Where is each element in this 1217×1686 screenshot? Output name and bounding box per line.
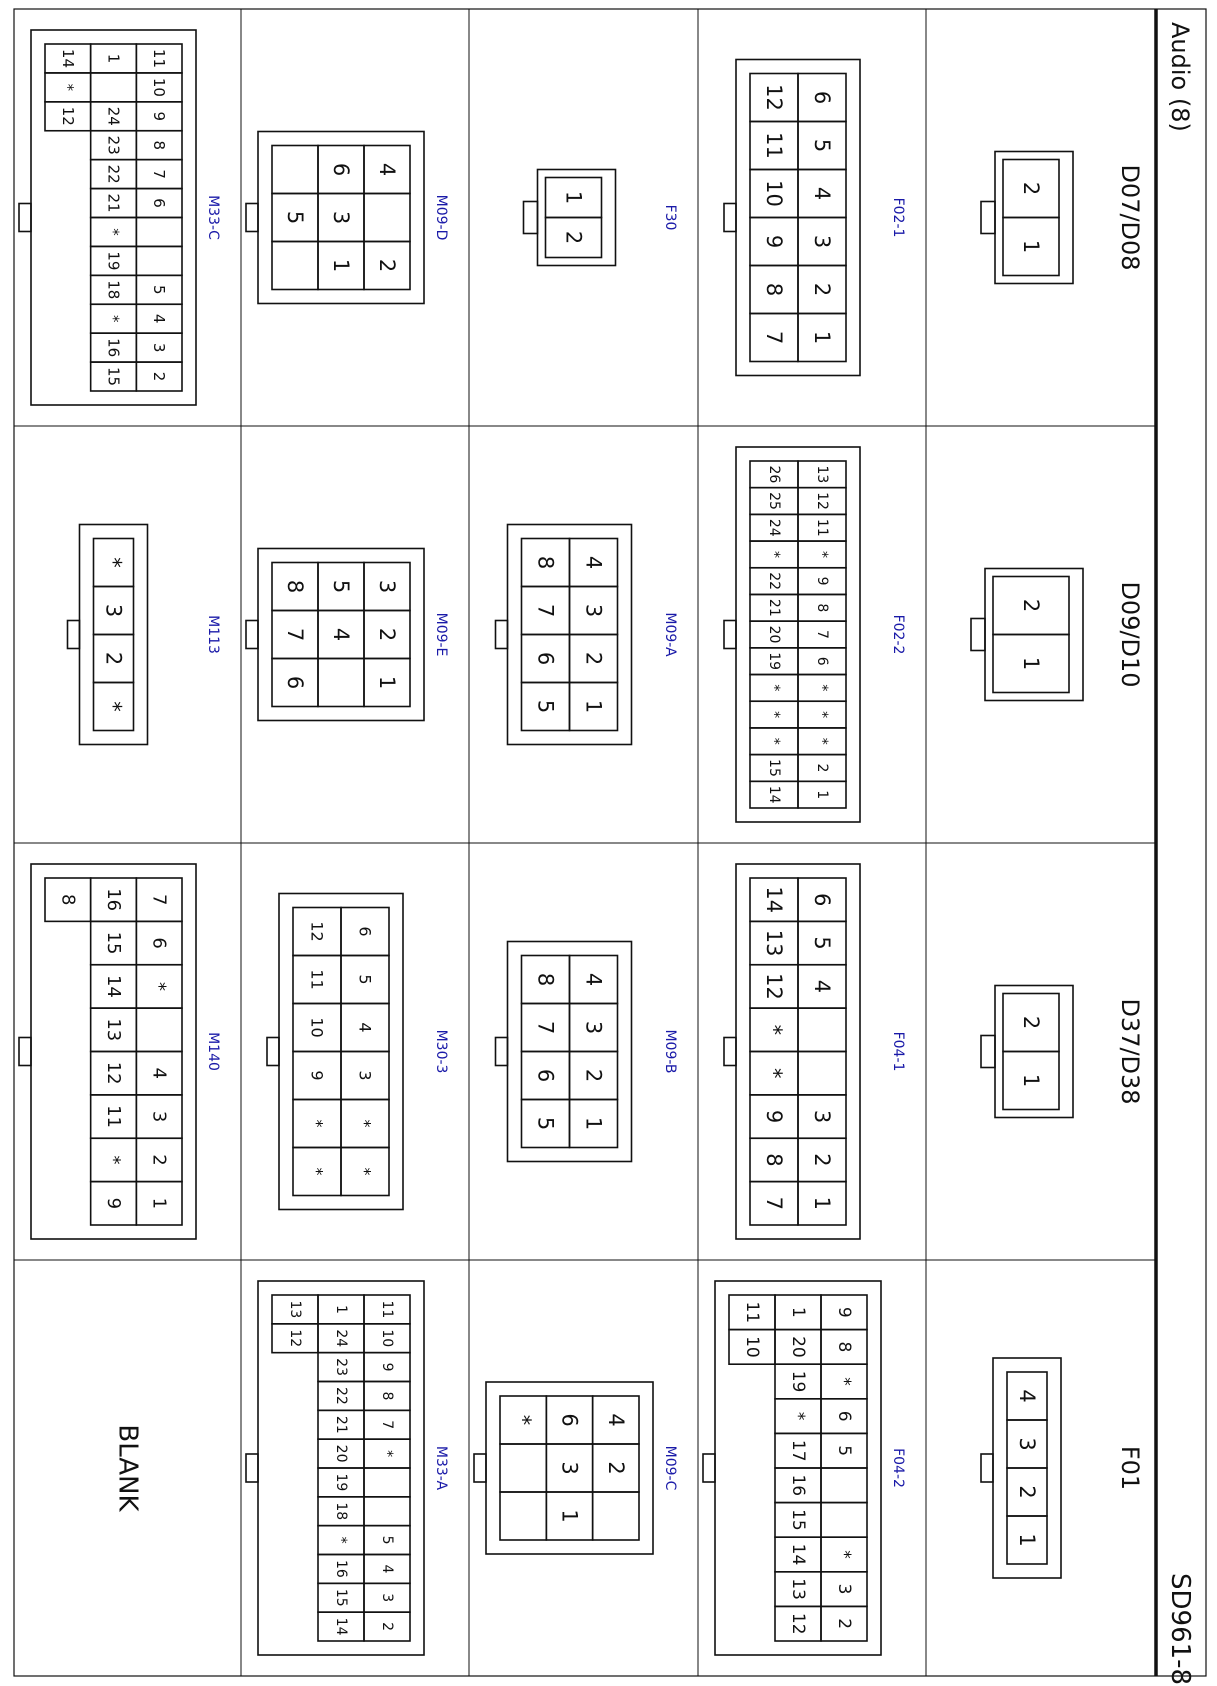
pin-number: 11: [150, 48, 169, 69]
pin-number: 15: [103, 931, 124, 955]
pin-number: 9: [762, 234, 786, 249]
connector-m30-3: [267, 894, 449, 1210]
pin-number: 4: [379, 1564, 395, 1574]
pin-number: 8: [834, 1341, 854, 1353]
pin-number: 21: [104, 193, 123, 213]
pin-number: 20: [788, 1336, 808, 1358]
pin-number: 11: [307, 969, 327, 990]
pin-number: 6: [810, 90, 834, 105]
pin-number: 12: [103, 1061, 124, 1085]
connector-f01: [981, 1358, 1144, 1578]
pin-number: 3: [355, 1070, 375, 1081]
pin-number: 23: [104, 135, 123, 155]
pin-number: *: [511, 1414, 536, 1426]
connector-latch: [474, 1454, 486, 1482]
pin-number: 6: [329, 162, 353, 177]
pin-number: 12: [307, 921, 327, 942]
pin-number: 2: [1015, 1485, 1039, 1499]
pin-number: 6: [557, 1413, 582, 1427]
connector-f30: [524, 170, 679, 266]
pin-number: 5: [810, 936, 834, 950]
pin-number: 12: [58, 106, 77, 126]
pin-number: 4: [1015, 1389, 1039, 1403]
pin-number: 1: [148, 1197, 170, 1210]
pin-number: 4: [603, 1413, 628, 1427]
pin-number: 2: [1019, 598, 1043, 613]
pin-number: 7: [762, 1196, 786, 1210]
pin-number: 1: [581, 1116, 606, 1131]
pin-number: 12: [814, 492, 830, 510]
pin-number: 8: [283, 579, 307, 594]
pin-number: 5: [379, 1535, 395, 1545]
pin-number: *: [766, 737, 782, 745]
pin-number: 6: [283, 675, 307, 690]
pin-number: *: [101, 701, 126, 712]
connector-m140: [19, 864, 221, 1239]
connector-latch: [246, 1454, 258, 1482]
pin-number: 3: [329, 210, 353, 225]
pin-number: 13: [788, 1578, 808, 1600]
pin-cavity: [272, 242, 318, 290]
pin-cavity: [364, 194, 410, 242]
connector-d37-d38: [981, 986, 1144, 1118]
connector-label: M09-E: [433, 612, 449, 657]
pin-number: 1: [810, 330, 834, 345]
connector-label: M09-D: [433, 194, 449, 241]
connector-label: F30: [662, 204, 678, 231]
pin-number: 4: [329, 627, 353, 642]
connector-label: M09-C: [662, 1445, 678, 1491]
pin-cavity: [318, 659, 364, 707]
pin-cavity: [364, 1468, 410, 1497]
pin-number: 13: [814, 465, 830, 484]
pin-number: 14: [788, 1543, 808, 1566]
pin-number: *: [814, 711, 830, 719]
pin-number: 15: [788, 1509, 808, 1531]
pin-number: *: [355, 1167, 375, 1176]
pin-number: 1: [810, 1196, 834, 1210]
pin-number: 7: [814, 630, 830, 639]
pin-number: 20: [766, 625, 782, 644]
pin-number: 3: [810, 1109, 834, 1124]
connector-label: M09-A: [662, 612, 678, 657]
pin-number: 2: [148, 1154, 170, 1166]
connector-latch: [981, 202, 995, 234]
pin-cavity: [91, 73, 137, 102]
pin-number: 7: [150, 169, 169, 179]
pin-number: 3: [581, 1020, 606, 1035]
pin-number: 1: [375, 675, 399, 690]
pin-number: 9: [834, 1306, 854, 1318]
connector-latch: [19, 204, 31, 232]
connector-latch: [246, 621, 258, 649]
pin-number: 2: [834, 1618, 854, 1630]
pin-number: 19: [333, 1473, 349, 1492]
pin-number: 6: [533, 651, 558, 666]
pin-number: 14: [766, 785, 782, 804]
pin-number: *: [834, 1377, 854, 1386]
pin-number: 10: [762, 180, 786, 207]
pin-number: 12: [762, 973, 786, 1000]
pin-number: 1: [333, 1304, 349, 1314]
pin-number: *: [307, 1119, 327, 1128]
pin-number: 6: [834, 1410, 854, 1422]
connector-latch: [724, 1038, 736, 1066]
pin-number: 24: [333, 1329, 349, 1348]
connector-m113: [68, 525, 222, 745]
pin-number: 5: [533, 1116, 558, 1131]
pin-number: *: [379, 1450, 395, 1458]
connector-title: F01: [1116, 1445, 1144, 1491]
pin-number: 8: [379, 1391, 395, 1401]
pin-number: *: [307, 1167, 327, 1176]
pin-number: 12: [788, 1612, 808, 1635]
pin-number: 7: [148, 893, 170, 906]
pin-number: 7: [533, 603, 558, 618]
connector-m09-d: [246, 132, 449, 304]
connector-label: M30-3: [433, 1029, 449, 1074]
pin-cavity: [136, 246, 182, 275]
pin-number: 24: [766, 518, 782, 537]
pin-number: 4: [581, 555, 606, 570]
pin-number: 1: [788, 1306, 808, 1318]
pin-number: 5: [810, 138, 834, 153]
connector-f04-1: [724, 864, 906, 1239]
pin-number: *: [766, 550, 782, 558]
pin-cavity: [136, 218, 182, 247]
pin-number: 9: [150, 111, 169, 122]
pin-number: 2: [375, 258, 399, 273]
pin-number: 10: [307, 1017, 327, 1038]
pin-number: 13: [762, 929, 786, 957]
pin-number: 18: [104, 280, 123, 300]
pin-number: 5: [834, 1445, 854, 1457]
pin-number: 6: [355, 926, 375, 937]
pin-number: 2: [1019, 1015, 1043, 1030]
pin-number: 15: [333, 1588, 349, 1607]
pin-number: 5: [329, 579, 353, 594]
pin-number: 12: [287, 1329, 303, 1348]
pin-number: *: [762, 1067, 786, 1079]
pin-number: 2: [810, 1153, 834, 1167]
pin-number: 7: [379, 1420, 395, 1430]
pin-number: 9: [814, 576, 830, 586]
pin-number: 2: [1019, 181, 1043, 196]
pin-number: 15: [104, 366, 123, 387]
pin-number: *: [104, 228, 123, 236]
pin-number: 2: [375, 627, 399, 642]
pin-number: 2: [810, 282, 834, 297]
pin-number: 4: [810, 186, 834, 201]
connector-m09-c: [474, 1382, 678, 1554]
pin-number: *: [333, 1536, 349, 1544]
pin-number: 11: [814, 518, 830, 537]
connector-latch: [246, 204, 258, 232]
connector-blank: [113, 1424, 143, 1512]
connector-title: D09/D10: [1116, 581, 1144, 688]
pin-number: 16: [788, 1474, 808, 1497]
pin-number: 8: [57, 893, 79, 906]
pin-number: 14: [58, 48, 77, 69]
connector-label: M113: [205, 615, 221, 654]
connector-f04-2: [703, 1281, 906, 1655]
pin-number: 4: [148, 1067, 170, 1079]
pin-number: 6: [533, 1068, 558, 1083]
pin-number: *: [104, 314, 123, 323]
pin-number: *: [101, 557, 126, 568]
pin-cavity: [821, 1468, 867, 1503]
pin-number: 5: [150, 285, 169, 295]
pin-number: 10: [150, 77, 169, 97]
connector-d07-d08: [981, 152, 1144, 284]
pin-number: 10: [742, 1336, 762, 1358]
connector-label: M33-A: [433, 1445, 449, 1491]
pin-number: 4: [375, 162, 399, 177]
connector-latch: [524, 202, 538, 234]
pin-number: 3: [1015, 1437, 1039, 1451]
pin-number: *: [148, 981, 170, 991]
pin-number: *: [814, 737, 830, 745]
connector-f02-1: [724, 60, 906, 376]
pin-number: 9: [103, 1197, 124, 1210]
pin-number: 6: [814, 656, 830, 666]
connector-label: F04-1: [890, 1031, 906, 1072]
pin-number: 1: [581, 699, 606, 714]
connector-label: M09-B: [662, 1029, 678, 1074]
pin-number: 1: [1015, 1533, 1039, 1547]
header-title: Audio (8): [1166, 22, 1194, 132]
pin-number: 1: [104, 53, 123, 64]
connector-latch: [703, 1454, 715, 1482]
pin-number: *: [766, 684, 782, 692]
pin-number: 1: [814, 790, 830, 800]
pin-number: 7: [283, 627, 307, 642]
connector-latch: [68, 621, 80, 649]
pin-number: 2: [101, 651, 126, 666]
pin-number: 1: [329, 258, 353, 273]
pin-number: 3: [101, 603, 126, 618]
pin-number: *: [766, 711, 782, 719]
pin-number: 17: [788, 1439, 808, 1462]
pin-number: 9: [307, 1070, 327, 1081]
connector-latch: [981, 1454, 993, 1482]
pin-number: 2: [603, 1461, 628, 1475]
pin-number: 2: [561, 230, 586, 245]
pin-number: 11: [379, 1300, 395, 1319]
pin-number: *: [834, 1550, 854, 1559]
pin-cavity: [272, 146, 318, 194]
connector-latch: [971, 619, 985, 651]
connector-label: F02-2: [890, 614, 906, 655]
pin-number: 8: [814, 603, 830, 613]
connector-latch: [981, 1036, 995, 1068]
pin-number: 22: [104, 164, 123, 184]
pin-number: 11: [103, 1105, 124, 1129]
pin-number: 21: [766, 598, 782, 617]
pin-number: *: [762, 1024, 786, 1036]
pin-number: 22: [766, 572, 782, 591]
pin-number: 18: [333, 1502, 349, 1521]
connector-latch: [496, 621, 508, 649]
pin-number: 14: [333, 1617, 349, 1636]
pin-number: 3: [557, 1461, 582, 1475]
pin-number: 6: [150, 198, 169, 208]
pin-number: 1: [1019, 239, 1043, 254]
pin-number: 21: [333, 1415, 349, 1434]
connector-m09-a: [496, 525, 679, 745]
pin-number: 2: [814, 763, 830, 773]
pin-number: 5: [283, 210, 307, 225]
pin-number: 14: [762, 886, 786, 914]
pin-number: 3: [834, 1583, 854, 1595]
pin-number: 1: [1019, 656, 1043, 671]
pin-number: 3: [581, 603, 606, 618]
pin-cavity: [136, 1008, 182, 1051]
pin-number: 11: [742, 1301, 762, 1324]
pin-number: 13: [103, 1018, 124, 1042]
connector-latch: [267, 1038, 279, 1066]
connector-m33-c: [19, 30, 221, 405]
pin-number: 12: [762, 84, 786, 111]
connector-latch: [19, 1038, 31, 1066]
connector-f02-2: [724, 447, 906, 822]
pin-number: 5: [355, 974, 375, 985]
pin-number: 5: [533, 699, 558, 714]
pin-number: 26: [766, 465, 782, 484]
pin-number: *: [814, 550, 830, 558]
pin-cavity: [798, 1052, 846, 1095]
pin-number: 4: [581, 972, 606, 987]
connector-label: F04-2: [890, 1448, 906, 1488]
pin-cavity: [364, 1497, 410, 1526]
pin-cavity: [500, 1444, 546, 1492]
pin-number: 8: [150, 140, 169, 150]
connector-title: D37/D38: [1116, 998, 1144, 1105]
pin-number: 8: [762, 1153, 786, 1167]
connector-d09-d10: [971, 569, 1144, 701]
blank-label: BLANK: [112, 1424, 143, 1512]
pin-number: 24: [104, 106, 123, 126]
pin-number: 4: [810, 979, 834, 994]
pin-number: 19: [766, 652, 782, 671]
pin-number: 3: [375, 579, 399, 594]
pin-cavity: [593, 1492, 639, 1540]
pin-number: 22: [333, 1387, 349, 1405]
pin-number: 3: [810, 234, 834, 249]
pin-number: 16: [103, 888, 124, 912]
pin-number: 14: [103, 974, 124, 998]
pin-number: 6: [148, 937, 170, 949]
connector-latch: [724, 204, 736, 232]
connector-m09-b: [496, 942, 679, 1162]
pin-number: 16: [333, 1560, 349, 1578]
pin-number: 2: [150, 371, 169, 382]
pin-number: 2: [581, 651, 606, 666]
pin-number: 19: [788, 1370, 808, 1393]
pin-cavity: [821, 1503, 867, 1538]
pin-number: 16: [104, 338, 123, 358]
pin-number: 1: [561, 190, 586, 205]
pin-number: 19: [104, 251, 123, 271]
pin-number: 2: [581, 1068, 606, 1083]
pin-number: 9: [762, 1109, 786, 1124]
pin-number: 2: [379, 1622, 395, 1632]
connector-label: F02-1: [890, 197, 906, 238]
pin-number: 7: [533, 1020, 558, 1035]
connector-m09-e: [246, 549, 449, 721]
pin-number: 8: [762, 282, 786, 297]
pin-number: 8: [533, 972, 558, 987]
pin-cavity: [500, 1492, 546, 1540]
pin-number: 1: [1019, 1073, 1043, 1088]
page-code: SD961-8: [1165, 1573, 1195, 1686]
pin-number: 23: [333, 1358, 349, 1376]
pin-number: 11: [762, 132, 786, 159]
pin-number: 3: [148, 1110, 170, 1123]
pin-number: 20: [333, 1444, 349, 1463]
pin-number: *: [103, 1155, 124, 1165]
pin-number: 13: [287, 1300, 303, 1319]
connector-label: M140: [205, 1032, 221, 1071]
pin-number: 3: [150, 342, 169, 353]
pin-number: 25: [766, 492, 782, 510]
pin-number: 15: [766, 759, 782, 777]
pin-number: 4: [355, 1022, 375, 1033]
pin-number: 8: [533, 555, 558, 570]
pin-number: 9: [379, 1362, 395, 1372]
pin-number: 10: [379, 1329, 395, 1348]
pin-number: 7: [762, 330, 786, 345]
pin-number: 4: [150, 313, 169, 324]
connector-title: D07/D08: [1116, 164, 1144, 271]
pin-number: 6: [810, 893, 834, 907]
pin-number: *: [58, 83, 77, 92]
connector-latch: [496, 1038, 508, 1066]
connector-m33-a: [246, 1281, 449, 1655]
pin-cavity: [798, 1008, 846, 1051]
connector-latch: [724, 621, 736, 649]
pin-number: *: [814, 684, 830, 692]
connector-label: M33-C: [205, 195, 221, 240]
pin-number: 1: [557, 1509, 582, 1523]
pin-number: *: [355, 1119, 375, 1128]
pin-number: *: [788, 1411, 808, 1421]
pin-number: 3: [379, 1593, 395, 1603]
